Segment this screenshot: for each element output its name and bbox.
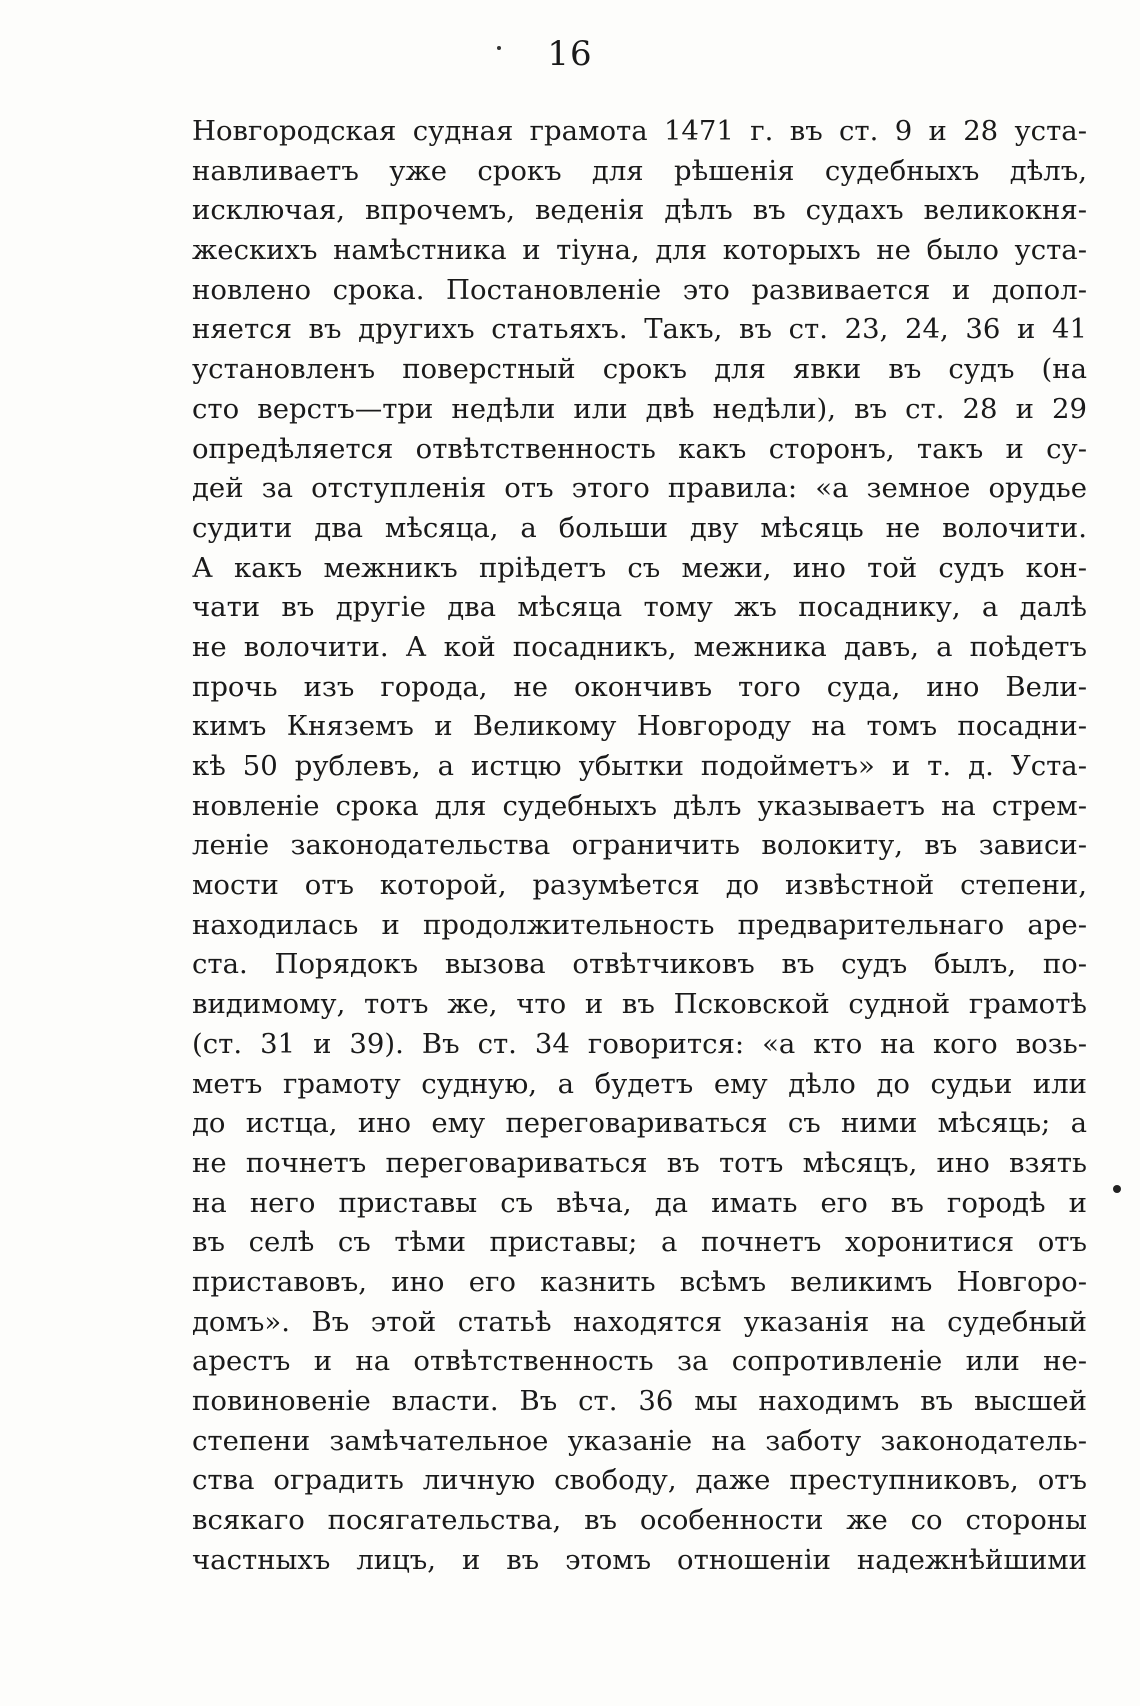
text-line: кимъ Княземъ и Великому Новгороду на томъ посадни- [192,710,1087,743]
text-line: сто верстъ—три недѣли или двѣ недѣли), въ ст. 28 и 29 [192,392,1087,425]
text-line: не почнетъ переговариваться въ тотъ мѣсяцъ, ино взять [192,1146,1087,1179]
text-line: ста. Порядокъ вызова отвѣтчиковъ въ судъ былъ, по- [192,948,1087,981]
text-line: установленъ поверстный срокъ для явки въ судъ (на [192,353,1087,386]
text-line: арестъ и на отвѣтственность за сопротивленіе или не- [192,1345,1087,1378]
text-line: частныхъ лицъ, и въ этомъ отношеніи надежнѣйшими [192,1543,1087,1576]
text-line: на него приставы съ вѣча, да имать его въ городѣ и [192,1186,1087,1219]
text-line: новлено срока. Постановленіе это развивается и допол- [192,273,1087,306]
text-line: чати въ другіе два мѣсяца тому жъ посаднику, а далѣ [192,591,1087,624]
text-line: (ст. 31 и 39). Въ ст. 34 говорится: «а кто на кого возь- [192,1027,1087,1060]
text-line: леніе законодательства ограничить волокиту, въ зависи- [192,829,1087,862]
text-line: Новгородская судная грамота 1471 г. въ ст. 9 и 28 уста- [192,115,1087,147]
text-line: опредѣляется отвѣтственность какъ сторонъ, такъ и су- [192,432,1087,465]
text-line: приставовъ, ино его казнить всѣмъ великимъ Новгоро- [192,1265,1087,1298]
text-line: прочь изъ города, не окончивъ того суда, ино Вели- [192,670,1087,703]
text-line: до истца, ино ему переговариваться съ ними мѣсяць; а [192,1107,1087,1140]
text-line: не волочити. А кой посадникъ, межника давъ, а поѣдетъ [192,630,1087,663]
margin-ink-dot [1113,1185,1121,1193]
text-line: видимому, тотъ же, что и въ Псковской судной грамотѣ [192,988,1087,1021]
text-line: дей за отступленія отъ этого правила: «а земное орудье [192,472,1087,505]
text-line: въ селѣ съ тѣми приставы; а почнетъ хоронитися отъ [192,1226,1087,1259]
text-line: кѣ 50 рублевъ, а истцю убытки подойметъ» и т. д. Уста- [192,750,1087,782]
text-line: новленіе срока для судебныхъ дѣлъ указываетъ на стрем- [192,789,1087,822]
text-line: мости отъ которой, разумѣется до извѣстной степени, [192,869,1087,902]
text-line: метъ грамоту судную, а будетъ ему дѣло до судьи или [192,1067,1087,1100]
text-line: навливаетъ уже срокъ для рѣшенія судебныхъ дѣлъ, [192,154,1087,187]
text-line: домъ». Въ этой статьѣ находятся указанія на судебный [192,1305,1087,1338]
text-line: судити два мѣсяца, а больши дву мѣсяць не волочити. [192,511,1087,544]
text-line: жескихъ намѣстника и тіуна, для которыхъ не было уста- [192,234,1087,267]
text-line: ства оградить личную свободу, даже преступниковъ, отъ [192,1464,1087,1497]
text-line: исключая, впрочемъ, веденія дѣлъ въ судахъ великокня- [192,194,1087,227]
page-number: 16 [547,34,593,74]
text-line: повиновеніе власти. Въ ст. 36 мы находимъ въ высшей [192,1385,1087,1417]
text-line: степени замѣчательное указаніе на заботу законодатель- [192,1424,1087,1457]
text-line: няется въ другихъ статьяхъ. Такъ, въ ст. 23, 24, 36 и 41 [192,313,1087,346]
body-text [192,112,1087,1580]
text-line: А какъ межникъ пріѣдетъ съ межи, ино той судъ кон- [192,551,1087,584]
text-line: находилась и продолжительность предварительнаго аре- [192,908,1087,941]
text-line: всякаго посягательства, въ особенности же со стороны [192,1504,1087,1537]
